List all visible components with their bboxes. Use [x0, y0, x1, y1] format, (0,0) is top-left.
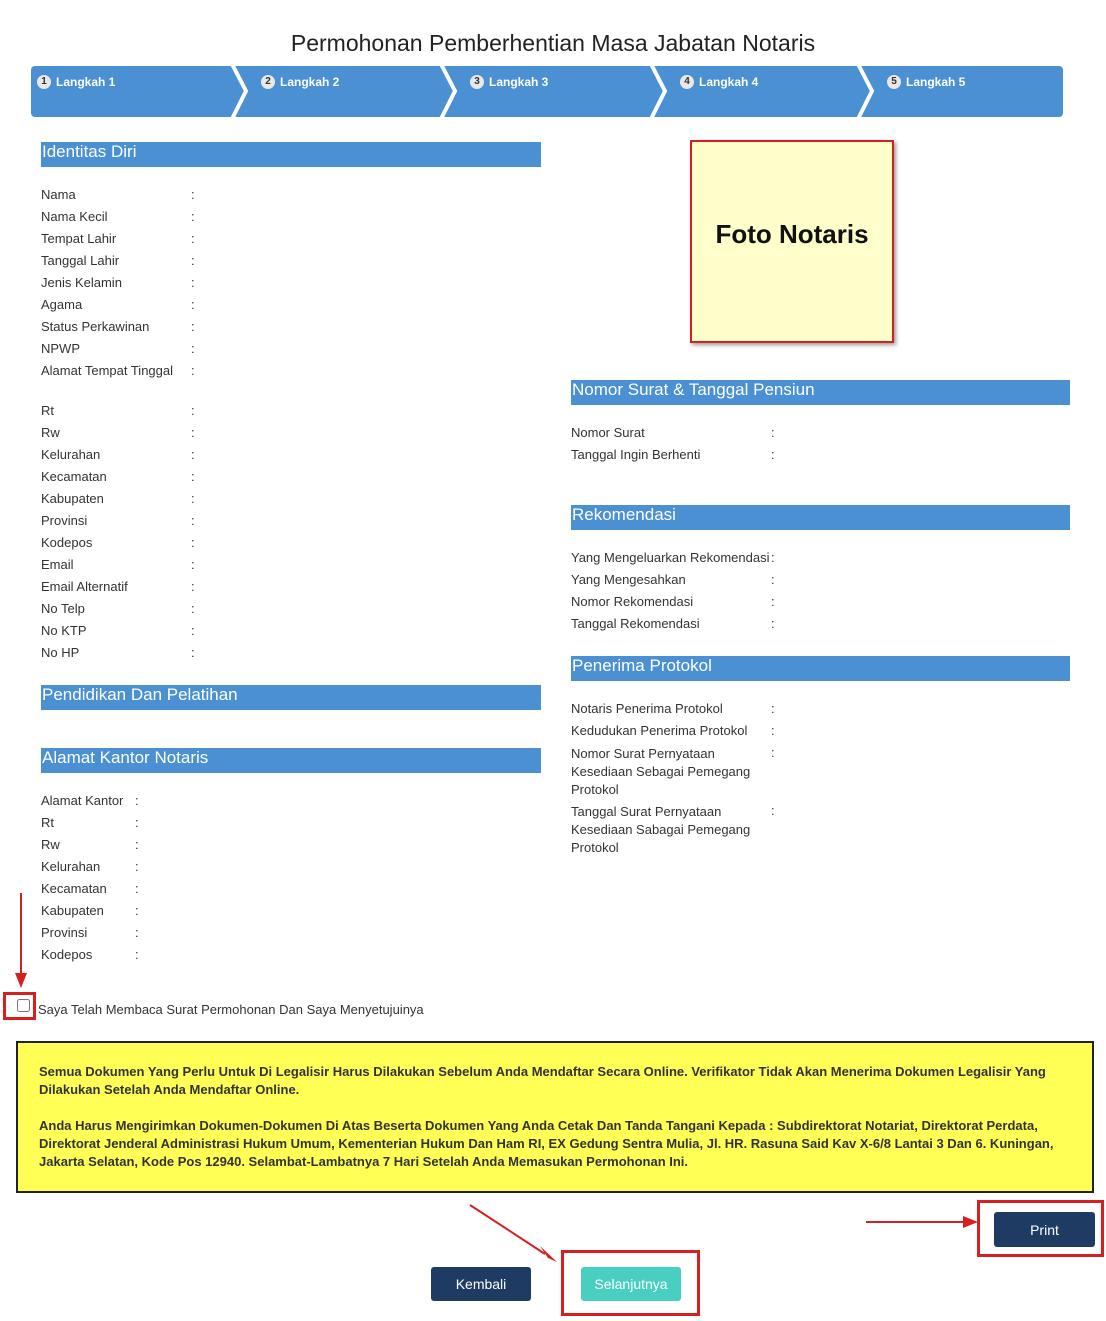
field-colon: : — [771, 425, 775, 440]
field-colon: : — [771, 803, 775, 818]
field-label: Notaris Penerima Protokol — [571, 701, 723, 716]
step-separator-icon — [856, 64, 876, 119]
field-label: Tanggal Surat Pernyataan Kesediaan Sabagai Pemegang Protokol — [571, 804, 751, 855]
step-separator-icon — [439, 64, 459, 119]
section-header-rekomendasi: Rekomendasi — [571, 505, 1070, 530]
step-label: Langkah 4 — [699, 74, 759, 89]
field-label: Email Alternatif — [41, 579, 128, 594]
field-label: No KTP — [41, 623, 87, 638]
field-colon: : — [135, 793, 139, 808]
field-colon: : — [191, 187, 195, 202]
field-label: Kabupaten — [41, 903, 104, 918]
checkbox-highlight — [3, 992, 36, 1020]
field-colon: : — [191, 469, 195, 484]
field-label: Yang Mengesahkan — [571, 572, 686, 587]
notice-paragraph: Semua Dokumen Yang Perlu Untuk Di Legalisir Harus Dilakukan Sebelum Anda Mendaftar Secara Online. Verifikator Tidak Akan Menerima Dokumen Legalisir Yang Dilakukan Setelah Anda Mendaftar Online. — [39, 1064, 1046, 1097]
field-colon: : — [191, 275, 195, 290]
field-label: Provinsi — [41, 925, 88, 940]
field-colon: : — [771, 447, 775, 462]
field-colon: : — [771, 572, 775, 587]
field-colon: : — [191, 341, 195, 356]
section-header-pendidikan: Pendidikan Dan Pelatihan — [41, 685, 541, 710]
field-label: Kecamatan — [41, 881, 107, 896]
field-label: Rt — [41, 403, 54, 418]
field-label: Nomor Surat Pernyataan Kesediaan Sebagai Pemegang Protokol — [571, 746, 751, 797]
field-label: Provinsi — [41, 513, 88, 528]
field-colon: : — [191, 535, 195, 550]
step-separator-icon — [649, 64, 669, 119]
step-3[interactable] — [470, 74, 548, 89]
agree-checkbox[interactable] — [17, 999, 30, 1012]
field-label: NPWP — [41, 341, 80, 356]
field-label: Alamat Tempat Tinggal — [41, 363, 173, 378]
photo-label: Foto Notaris — [715, 219, 869, 249]
field-colon: : — [191, 623, 195, 638]
step-4[interactable] — [680, 74, 758, 89]
field-label: Kodepos — [41, 535, 93, 550]
field-label: No Telp — [41, 601, 85, 616]
field-label: Nomor Surat — [571, 425, 645, 440]
step-1[interactable] — [37, 74, 115, 89]
field-colon: : — [191, 491, 195, 506]
field-colon: : — [135, 903, 139, 918]
section-header-surat: Nomor Surat & Tanggal Pensiun — [571, 380, 1070, 405]
field-colon: : — [191, 579, 195, 594]
field-colon: : — [771, 550, 775, 565]
field-label: Nama Kecil — [41, 209, 108, 224]
field-label: Tanggal Lahir — [41, 253, 120, 268]
step-label: Langkah 5 — [906, 74, 966, 89]
field-colon: : — [191, 425, 195, 440]
arrow-right-icon — [866, 1216, 978, 1228]
arrow-diagonal-icon — [470, 1205, 557, 1262]
step-number: 1 — [37, 75, 51, 89]
field-label: Kelurahan — [41, 859, 101, 874]
field-label: No HP — [41, 645, 80, 660]
field-label: Status Perkawinan — [41, 319, 150, 334]
field-label: Agama — [41, 297, 83, 312]
step-separator-icon — [230, 64, 250, 119]
section-header-identitas: Identitas Diri — [41, 142, 541, 167]
field-colon: : — [771, 594, 775, 609]
page-title: Permohonan Pemberhentian Masa Jabatan Notaris — [290, 30, 816, 56]
field-colon: : — [191, 209, 195, 224]
field-label: Jenis Kelamin — [41, 275, 122, 290]
field-colon: : — [191, 363, 195, 378]
field-colon: : — [191, 447, 195, 462]
field-colon: : — [771, 616, 775, 631]
field-colon: : — [191, 601, 195, 616]
field-label: Email — [41, 557, 74, 572]
field-label: Kelurahan — [41, 447, 101, 462]
field-colon: : — [135, 925, 139, 940]
step-label: Langkah 1 — [56, 74, 116, 89]
step-5[interactable] — [887, 74, 965, 89]
field-colon: : — [135, 837, 139, 852]
field-colon: : — [771, 723, 775, 738]
step-number: 3 — [470, 75, 484, 89]
field-label: Nomor Rekomendasi — [571, 594, 694, 609]
field-colon: : — [191, 253, 195, 268]
field-colon: : — [191, 319, 195, 334]
field-colon: : — [135, 947, 139, 962]
field-label: Kodepos — [41, 947, 93, 962]
field-label: Rt — [41, 815, 54, 830]
field-colon: : — [191, 231, 195, 246]
field-colon: : — [191, 513, 195, 528]
field-colon: : — [191, 403, 195, 418]
section-header-kantor: Alamat Kantor Notaris — [41, 748, 541, 773]
field-colon: : — [191, 645, 195, 660]
field-label: Yang Mengeluarkan Rekomendasi — [571, 550, 770, 565]
notary-photo-placeholder — [690, 140, 894, 343]
print-button[interactable]: Print — [994, 1212, 1095, 1247]
next-button[interactable]: Selanjutnya — [581, 1267, 681, 1301]
field-colon: : — [771, 701, 775, 716]
field-label: Kabupaten — [41, 491, 104, 506]
back-button[interactable]: Kembali — [431, 1267, 531, 1301]
arrow-down-icon — [15, 893, 27, 988]
field-label: Tanggal Ingin Berhenti — [571, 447, 701, 462]
section-header-protokol: Penerima Protokol — [571, 656, 1070, 681]
field-colon: : — [771, 745, 775, 760]
field-label: Tanggal Rekomendasi — [571, 616, 700, 631]
step-label: Langkah 2 — [280, 74, 340, 89]
step-2[interactable] — [261, 74, 339, 89]
step-label: Langkah 3 — [489, 74, 549, 89]
step-number: 2 — [261, 75, 275, 89]
step-number: 4 — [680, 75, 694, 89]
notice-box — [16, 1041, 1094, 1193]
field-label: Kecamatan — [41, 469, 107, 484]
field-label: Kedudukan Penerima Protokol — [571, 723, 748, 738]
field-colon: : — [135, 859, 139, 874]
field-label: Rw — [41, 837, 60, 852]
field-label: Nama — [41, 187, 76, 202]
notice-paragraph: Anda Harus Mengirimkan Dokumen-Dokumen Di Atas Beserta Dokumen Yang Anda Cetak Dan Tanda Tangani Kepada : Subdirektorat Notariat, Direktorat Perdata, Direktorat Jenderal Administrasi Hukum Umum, Kementerian Hukum Dan Ham RI, EX Gedung Sentra Mulia, Jl. HR. Rasuna Said Kav X-6/8 Lantai 3 Dan 6. Kuningan, Jakarta Selatan, Kode Pos 12940. Selambat-Lambatnya 7 Hari Setelah Anda Memasukan Permohonan Ini. — [39, 1118, 1054, 1169]
field-colon: : — [135, 881, 139, 896]
field-label: Rw — [41, 425, 60, 440]
field-label: Tempat Lahir — [41, 231, 117, 246]
field-label: Alamat Kantor — [41, 793, 124, 808]
field-colon: : — [191, 297, 195, 312]
field-colon: : — [191, 557, 195, 572]
step-number: 5 — [887, 75, 901, 89]
agree-label: Saya Telah Membaca Surat Permohonan Dan Saya Menyetujuinya — [38, 1002, 424, 1017]
wizard-stepper — [31, 66, 1063, 117]
field-colon: : — [135, 815, 139, 830]
